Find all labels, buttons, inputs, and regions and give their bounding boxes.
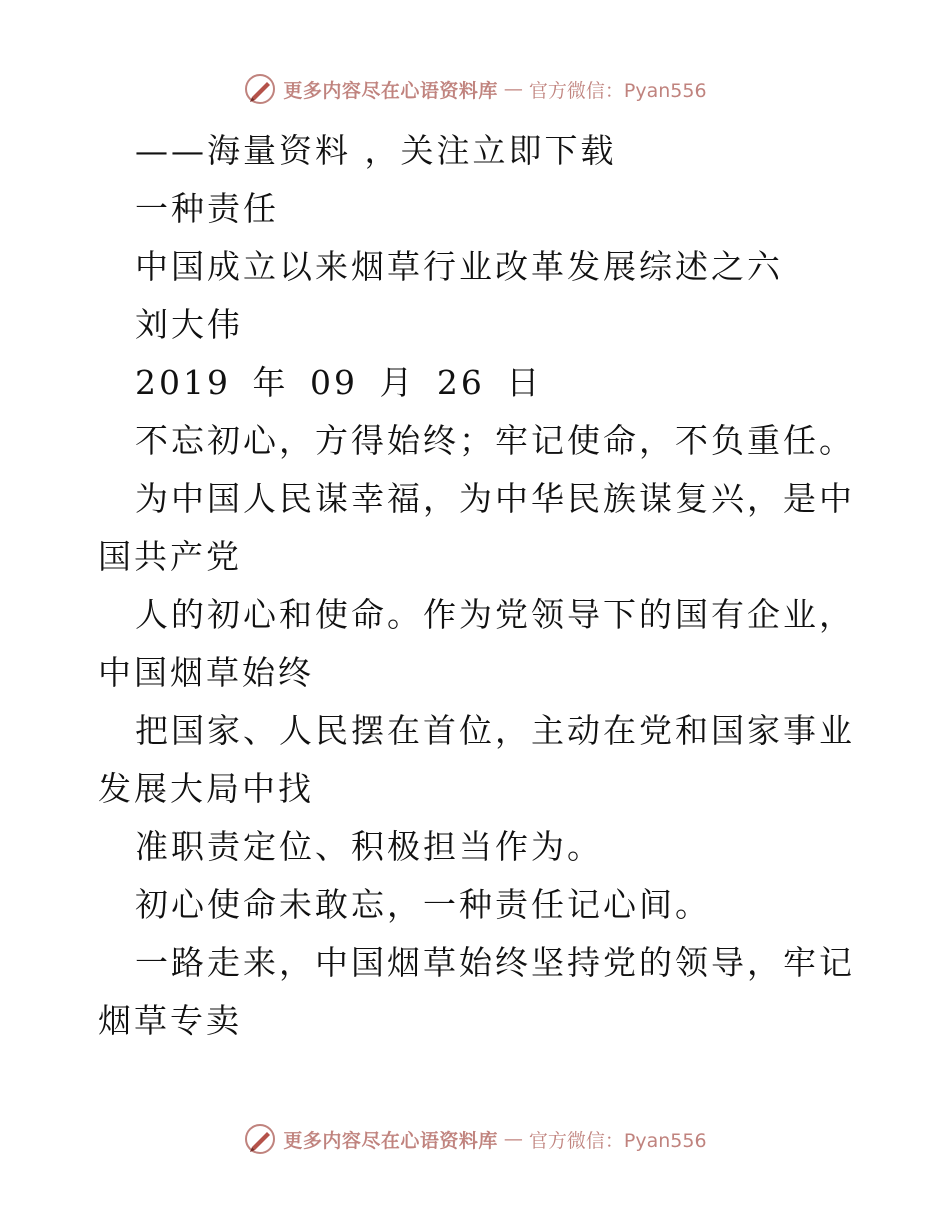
document-subtitle: 中国成立以来烟草行业改革发展综述之六: [135, 247, 783, 286]
paragraph: 准职责定位、积极担当作为。: [135, 827, 603, 866]
paragraph: 为中国人民谋幸福，为中华民族谋复兴，是中国共产党: [98, 479, 855, 576]
paragraph: 人的初心和使命。作为党领导下的国有企业，中国烟草始终: [98, 595, 855, 692]
banner-wechat-text: 官方微信：Pyan556: [528, 79, 707, 102]
document-title: 一种责任: [135, 189, 279, 228]
banner-site-text: 更多内容尽在心语资料库: [283, 1129, 498, 1152]
banner-site-text: 更多内容尽在心语资料库: [283, 79, 498, 102]
banner-wechat-text: 官方微信：Pyan556: [528, 1129, 707, 1152]
document-date: 2019 年 09 月 26 日: [135, 363, 543, 402]
paragraph: ——海量资料 ，关注立即下载: [135, 131, 617, 170]
footer-banner: [0, 1122, 950, 1156]
banner-separator: —: [503, 1128, 523, 1150]
document-body: [98, 122, 858, 1050]
paragraph: 初心使命未敢忘，一种责任记心间。: [135, 885, 711, 924]
paragraph: 一路走来，中国烟草始终坚持党的领导，牢记烟草专卖: [98, 943, 855, 1040]
banner-separator: —: [503, 78, 523, 100]
paragraph: 把国家、人民摆在首位，主动在党和国家事业发展大局中找: [98, 711, 855, 808]
paragraph: 不忘初心，方得始终；牢记使命，不负重任。: [135, 421, 855, 460]
header-banner: [0, 72, 950, 106]
pen-logo-icon: [243, 1122, 277, 1156]
pen-logo-icon: [243, 72, 277, 106]
document-author: 刘大伟: [135, 305, 243, 344]
